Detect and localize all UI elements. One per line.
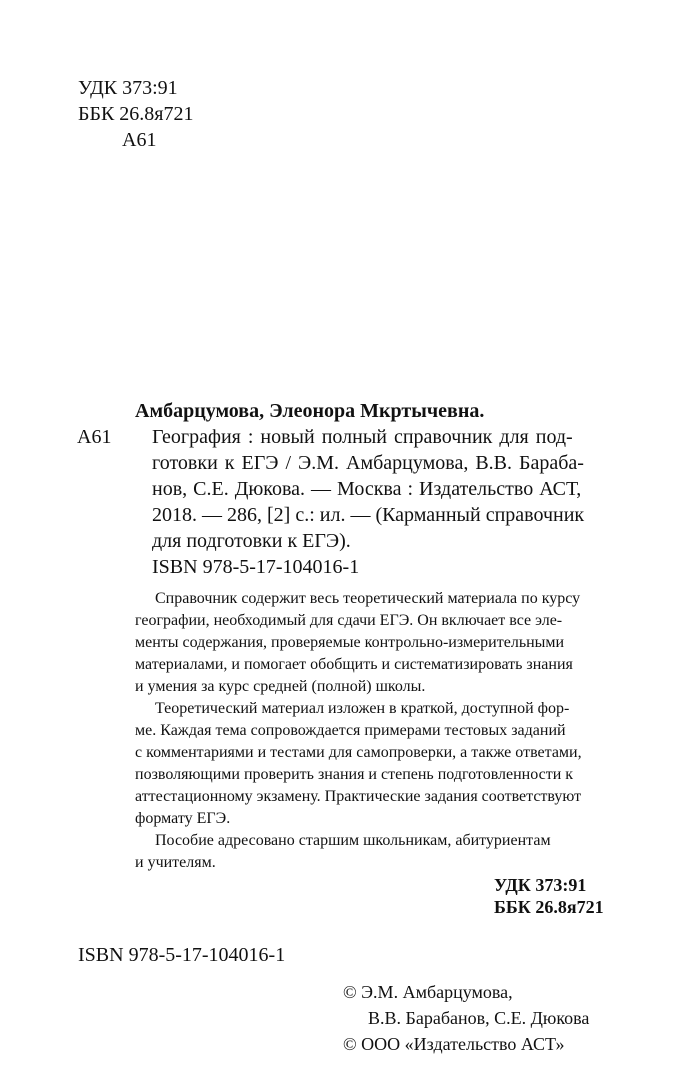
annotation-line: материалами, и помогает обобщить и систематизировать знания <box>135 656 573 673</box>
annotation-line: аттестационному экзамену. Практические задания соответствуют <box>135 788 582 805</box>
annotation-line: позволяющими проверить знания и степень подготовленности к <box>135 766 574 783</box>
annotation-line: и умения за курс средней (полной) школы. <box>135 678 426 695</box>
annotation-line: формату ЕГЭ. <box>135 810 231 827</box>
annotation-line: Пособие адресовано старшим школьникам, абитуриентам <box>155 832 551 849</box>
description-line: для подготовки к ЕГЭ). <box>152 530 351 552</box>
footer-isbn: ISBN 978-5-17-104016-1 <box>78 944 286 966</box>
annotation-line: Справочник содержит весь теоретический материала по курсу <box>155 590 581 607</box>
annotation-line: и учителям. <box>135 854 216 871</box>
annotation-line: менты содержания, проверяемые контрольно-измерительными <box>135 634 565 651</box>
copyright-line: © ООО «Издательство АСТ» <box>343 1034 565 1054</box>
annotation-line: ме. Каждая тема сопровождается примерами тестовых заданий <box>135 722 566 739</box>
description-line: География : новый полный справочник для под- <box>152 426 573 448</box>
author-heading: Амбарцумова, Элеонора Мкртычевна. <box>135 400 485 422</box>
copyright-line: © Э.М. Амбарцумова, <box>343 982 513 1002</box>
bbk-code: ББК 26.8я721 <box>494 897 604 917</box>
isbn-record: ISBN 978-5-17-104016-1 <box>152 556 360 578</box>
annotation-line: Теоретический материал изложен в краткой, доступной фор- <box>155 700 570 717</box>
author-sign-top: А61 <box>122 129 157 151</box>
copyright-line: В.В. Барабанов, С.Е. Дюкова <box>368 1008 590 1028</box>
description-line: готовки к ЕГЭ / Э.М. Амбарцумова, В.В. Бараба- <box>152 452 584 474</box>
author-sign: А61 <box>77 426 112 448</box>
bbk-code-top: ББК 26.8я721 <box>78 103 194 125</box>
udk-code-top: УДК 373:91 <box>78 77 178 99</box>
annotation-line: с комментариями и тестами для самопроверки, а также ответами, <box>135 744 582 761</box>
annotation-line: географии, необходимый для сдачи ЕГЭ. Он включает все эле- <box>135 612 563 629</box>
udk-code: УДК 373:91 <box>494 875 587 895</box>
description-line: 2018. — 286, [2] с.: ил. — (Карманный справочник <box>152 504 585 526</box>
description-line: нов, С.Е. Дюкова. — Москва : Издательство АСТ, <box>152 478 582 500</box>
